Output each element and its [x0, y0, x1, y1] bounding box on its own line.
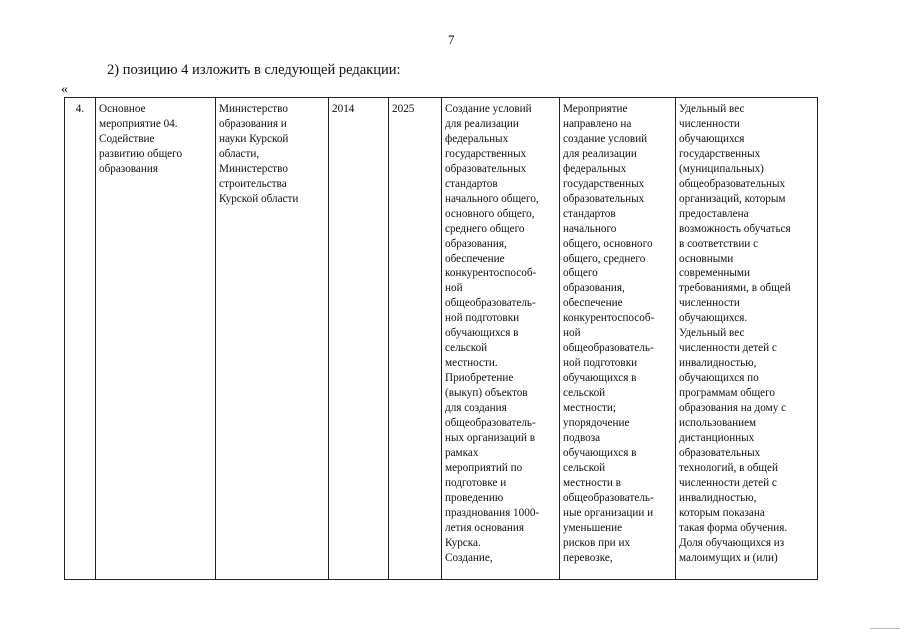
cell-line: конкурентоспособ-	[563, 312, 655, 325]
row-number: 4.	[75, 103, 85, 115]
cell-line: федеральных	[563, 162, 627, 175]
cell-line: развитию общего	[99, 147, 183, 160]
cell-line: государственных	[445, 147, 527, 160]
cell-line: обучающихся в	[563, 372, 637, 385]
result-cell	[560, 98, 676, 580]
cell-line: предоставлена	[679, 207, 749, 220]
cell-line: такая форма обучения.	[679, 521, 788, 534]
cell-line: общеобразователь-	[563, 491, 654, 504]
cell-line: обучающихся.	[679, 312, 748, 325]
cell-line: Курска.	[445, 536, 481, 549]
cell-line: области,	[219, 147, 260, 160]
cell-line: подготовке и	[445, 476, 507, 489]
cell-line: образования и	[219, 117, 287, 130]
cell-line: создание условий	[563, 132, 648, 145]
start-year: 2014	[332, 103, 355, 115]
start-year-cell	[329, 98, 389, 580]
cell-line: ной	[563, 327, 581, 340]
cell-line: сельской	[563, 387, 606, 400]
cell-line: сельской	[563, 461, 606, 474]
cell-line: начального	[563, 222, 617, 235]
cell-line: конкурентоспособ-	[445, 267, 537, 280]
cell-line: Министерство	[219, 162, 288, 175]
cell-line: ной	[445, 282, 463, 295]
cell-line: Курской области	[219, 192, 299, 205]
cell-line: Доля обучающихся из	[679, 536, 785, 549]
scan-artifact	[870, 628, 900, 629]
cell-line: обучающихся	[679, 132, 745, 145]
cell-line: ной подготовки	[563, 357, 638, 370]
cell-line: обучающихся в	[563, 446, 637, 459]
opening-quote: «	[61, 82, 68, 97]
cell-line: уменьшение	[563, 521, 623, 534]
measure-cell	[96, 98, 216, 580]
cell-line: государственных	[679, 147, 761, 160]
cell-line: местности.	[445, 357, 498, 370]
executor-cell	[216, 98, 329, 580]
cell-line: упорядочение	[563, 417, 630, 430]
cell-line: Основное	[99, 103, 146, 115]
cell-line: требованиями, в общей	[679, 282, 791, 295]
cell-line: обеспечение	[563, 297, 623, 310]
cell-line: современными	[679, 267, 751, 280]
content-cell	[442, 98, 560, 580]
cell-line: ные организации и	[563, 506, 654, 519]
cell-line: направлено на	[563, 117, 632, 130]
end-year: 2025	[392, 103, 415, 115]
cell-line: для реализации	[563, 147, 637, 160]
indicator-cell	[676, 98, 818, 580]
cell-line: ных организаций в	[445, 431, 536, 444]
cell-line: науки Курской	[219, 132, 289, 145]
cell-line: численности	[679, 117, 740, 130]
cell-line: образования,	[563, 282, 625, 295]
cell-line: общеобразователь-	[445, 297, 536, 310]
cell-line: общеобразователь-	[445, 417, 536, 430]
cell-line: для создания	[445, 402, 507, 415]
cell-line: основными	[679, 252, 734, 265]
measures-table	[64, 97, 818, 580]
cell-line: мероприятие 04.	[99, 117, 178, 130]
cell-line: ной подготовки	[445, 312, 520, 325]
cell-line: которым показана	[679, 506, 765, 519]
cell-line: мероприятий по	[445, 461, 523, 474]
cell-line: общего, среднего	[563, 252, 646, 265]
cell-line: местности;	[563, 402, 616, 415]
intro-text: 2) позицию 4 изложить в следующей редакции:	[107, 62, 401, 78]
cell-line: начального общего,	[445, 192, 539, 205]
cell-line: Удельный вес	[679, 103, 745, 115]
cell-line: Создание,	[445, 551, 493, 564]
cell-line: стандартов	[445, 177, 498, 190]
cell-line: образования на дому с	[679, 402, 787, 415]
cell-line: возможность обучаться	[679, 222, 791, 235]
page-number: 7	[448, 32, 455, 47]
cell-line: летия основания	[445, 521, 525, 534]
cell-line: строительства	[219, 177, 287, 190]
cell-line: образовательных	[445, 162, 527, 175]
cell-line: общего, основного	[563, 237, 653, 250]
cell-line: Приобретение	[445, 372, 514, 385]
cell-line: дистанционных	[679, 431, 755, 444]
cell-line: проведению	[445, 491, 504, 504]
cell-line: подвоза	[563, 431, 601, 444]
cell-line: государственных	[563, 177, 645, 190]
cell-line: Содействие	[99, 132, 155, 145]
cell-line: общего	[563, 267, 598, 280]
cell-line: образовательных	[563, 192, 645, 205]
cell-line: (выкуп) объектов	[445, 387, 528, 400]
cell-line: обеспечение	[445, 252, 505, 265]
cell-line: численности	[679, 297, 740, 310]
cell-line: Создание условий	[445, 103, 532, 115]
cell-line: технологий, в общей	[679, 461, 778, 474]
cell-line: численности детей с	[679, 342, 777, 355]
cell-line: для реализации	[445, 117, 519, 130]
cell-line: сельской	[445, 342, 488, 355]
cell-line: организаций, которым	[679, 192, 786, 205]
cell-line: рисков при их	[563, 536, 631, 549]
cell-line: численности детей с	[679, 476, 777, 489]
cell-line: Министерство	[219, 103, 288, 115]
cell-line: программам общего	[679, 387, 776, 400]
cell-line: местности в	[563, 476, 621, 489]
cell-line: рамках	[445, 446, 479, 459]
table-row	[65, 98, 818, 580]
cell-line: инвалидностью,	[679, 491, 757, 504]
row-number-cell	[65, 98, 96, 580]
cell-line: среднего общего	[445, 222, 525, 235]
cell-line: инвалидностью,	[679, 357, 757, 370]
cell-line: общеобразователь-	[563, 342, 654, 355]
cell-line: образования	[99, 162, 159, 175]
cell-line: использованием	[679, 417, 757, 430]
cell-line: основного общего,	[445, 207, 535, 220]
cell-line: перевозке,	[563, 551, 613, 564]
cell-line: Мероприятие	[563, 103, 628, 115]
cell-line: Удельный вес	[679, 327, 745, 340]
cell-line: празднования 1000-	[445, 506, 540, 519]
cell-line: стандартов	[563, 207, 616, 220]
cell-line: малоимущих и (или)	[679, 551, 778, 564]
cell-line: общеобразовательных	[679, 177, 786, 190]
cell-line: обучающихся по	[679, 372, 759, 385]
cell-line: (муниципальных)	[679, 162, 764, 175]
cell-line: обучающихся в	[445, 327, 519, 340]
cell-line: образования,	[445, 237, 507, 250]
cell-line: образовательных	[679, 446, 761, 459]
cell-line: в соответствии с	[679, 237, 759, 250]
cell-line: федеральных	[445, 132, 509, 145]
end-year-cell	[389, 98, 442, 580]
